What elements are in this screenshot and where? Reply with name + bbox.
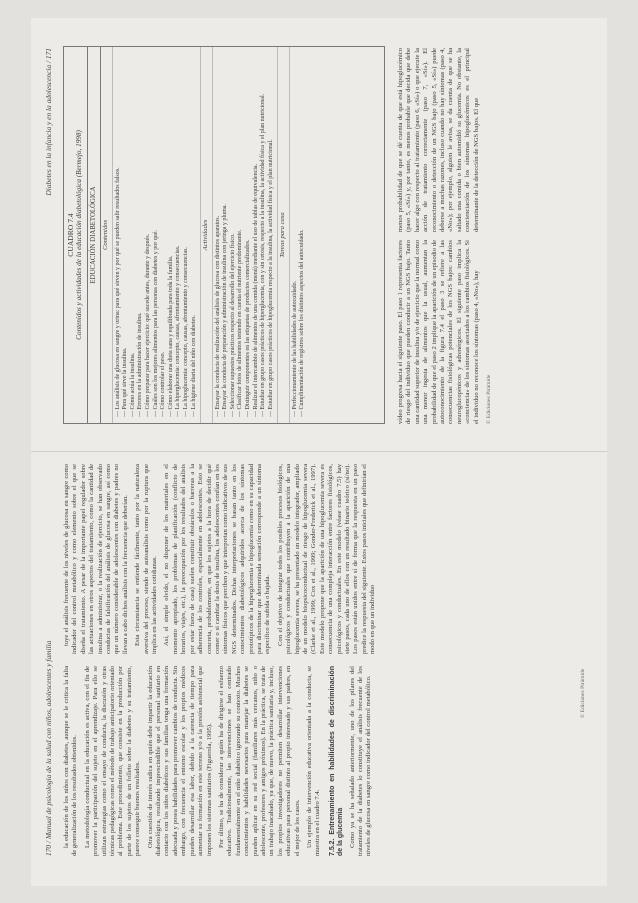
list-item: — Ensayar la conducta de preparación y administración de insulina con jeringa y pluma.: [222, 203, 229, 417]
list-item: — La higiene diaria del niño con diabetes.: [190, 314, 197, 417]
left-page-header: 170 / Manual de psicología de la salud con niños, adolescentes y familia: [44, 640, 53, 856]
book-spread: [31, 18, 607, 886]
list-item: — Cumplimentación de registros sobre los distintos aspectos del autocuidado.: [299, 228, 306, 417]
paragraph: Esta circunstancia se entiende fácilmente, tanto por la naturaleza aversiva del proceso, siendo de autoanálisis como por la ruptura que implica en las actividades cotidianas.: [134, 463, 159, 654]
list-item: — Los análisis de glucosa en sangre y orina: para qué sirven y por qué se pueden salir resultados falsos.: [114, 166, 121, 417]
contents-label: Contenidos: [101, 47, 112, 423]
paragraph: Otra cuestión de interés radica en quién debe impartir la educación diabetológica, resultando imprescindible que el personal sanitario en contacto con los niños diabéticos y sus familias tenga una formación adecuada y posea habilidades para promover cambios de conducta. Sin embargo, con frecuencia el entorno escolar y los propios médicos pueden desarrollar esa labor, debido a la carencia de tiempo para aumentar su formación en este terreno y/o a la presión asistencial que imponen los sistemas sanitarios (Figuerola, 1995).: [146, 665, 213, 856]
right-page-column-2: [397, 48, 573, 232]
right-page-header: Diabetes en la infancia y en la adolescencia / 171: [44, 47, 53, 196]
list-item: — Estudiar en grupo casos prácticos de hipoglucemia respecto a la insulina, la actividad física y el plan nutricional.: [267, 138, 274, 417]
list-item: — Cómo actúa la insulina.: [129, 352, 136, 417]
paragraph: Así, el simple olvido, el no disponer de los materiales en el momento apropiado, los problemas de planificación (conflicto de horarios, viajes, etc.), la preocupación por los resultados del análisis por estar fuera de casa) suelen constituir obstáculos o barreras a la adherencia de los controles, especialmente en adolescentes. Esto se concreta, probablemente, en que los sujetos a la hora de decidir qué comer o si cambiar la dosis de insulina, los adolescentes confían en los síntomas físicos que perciben y que interpretan como indicativos de sus NGS determinados. Dichas interpretaciones se basan tanto en los conocimientos diabetológicos adquiridos acerca de los síntomas prototípicos de la hiperglucemia e hipoglucemia como en su capacidad para discriminar que determinada sensación corresponde a un síntoma específico de subida o bajada.: [163, 463, 272, 654]
list-item: — Distinguir componentes en las etiquetas de productos comercializados.: [244, 239, 251, 417]
paragraph: Como ya se ha señalado anteriormente, uno de los pilares del tratamiento de la diabetes lo constituye el análisis frecuente de los niveles de glucosa en sangre como indicador del control metabólico.: [348, 665, 373, 856]
list-item: — Clasificar fotos de alimentos teniendo en cuenta el nutriente predominante.: [237, 229, 244, 417]
left-page-footer: © Ediciones Pirámide: [580, 668, 586, 718]
left-page-column-2: [63, 464, 583, 654]
cuadro-box: [63, 46, 385, 424]
tasks-list: [292, 53, 307, 417]
cuadro-heading: EDUCACIÓN DIABETOLÓGICA: [87, 47, 101, 423]
list-item: — Realizar el intercambio de alimentos de una comida (menú) mediante el uso de tablas de equivalencia.: [252, 163, 259, 417]
book-spine: [31, 451, 607, 452]
list-item: — Ensayar la conducta de realización del análisis de glucosa con distintos aparatos.: [214, 215, 221, 417]
list-item: — Perfeccionamiento de las habilidades de autocuidado.: [291, 280, 298, 417]
paragraph: vídeo progresa hacia el siguiente paso. El paso 1 representa factores de riesgo del individuo que pueden conducir a un NGS bajo. Tanto una cantidad superior de insulina y/o de ejercicio que la normal como una menor ingesta de alimentos que la usual, aumentan la probabilidad de que el paso 2 implique la aparición de un episodio de autoconocimiento de la figura 7.4 el paso 3 se refiere a las consecuencias fisiológicas potenciales de los NGS bajos: cambios neuroglucopénicos y adrenérgicos. El siguiente paso implica la «conciencia» de los síntomas asociados a los cambios fisiológicos. Si el individuo no reconoce los síntomas (paso 4, «No»), hay: [397, 239, 480, 424]
paragraph: tuye el análisis frecuente de los niveles de glucosa en sangre como indicador del control metabólico y como elemento sobre el que se diseña el tratamiento. A pesar de la importante papel regulador sobre las actuaciones en otros aspectos del tratamiento, como la cantidad de insulina a administrar, o la realización de ejercicio, se han observado conductas de falsificación del análisis de glucosa en sangre, así como que un número considerable de adolescentes con diabetes y padres no llevan a cabo dichos análisis con la frecuencia que deberían.: [63, 463, 129, 654]
right-page-column-1: [397, 240, 573, 424]
paragraph: Un ejemplo de intervención educativa orientada a la conducta, se muestra en el cuadro 7.4.: [305, 665, 322, 856]
list-item: — Para qué sirve la insulina.: [122, 347, 129, 417]
list-item: — Cómo preparar para hacer ejercicio: qué sucede antes, durante y después.: [145, 233, 151, 417]
right-page-footer: © Ediciones Pirámide: [486, 374, 493, 424]
section-heading: [329, 666, 346, 856]
list-item: — Estudiar en grupo casos prácticos de hiperglucemia, con y sin cetosis, respecto a la insulina, la actividad física y el plan nutricional.: [260, 93, 267, 417]
tasks-label: Tareas para casa: [277, 47, 289, 423]
paragraph: Con el objetivo de integrar todos los posibles procesos biológicos, psicológicos y conductuales que contribuyen a la aparición de una hipoglucemia severa, se ha presentado un modelo integrador, ampliado de un modelo biopsicoconductual de riesgo de hipoglucemia severa (Clarke et al., 1999; Cox et al., 1999; Gonder-Frederick et al., 1997). Este modelo propone que la aparición de una hipoglucemia severa es consecuencia de una compleja interacción entre factores fisiológicos, psicológicos y conductuales. En este modelo (véase cuadro 7.5) hay siete pasos, cada uno de ellos con un resultado binario teórico (sí/no). Los pasos están unidos entre sí de forma que la respuesta en un paso predice la respuesta del siguiente. Estos pasos iniciales que definirían el modo en que un individuo: [276, 463, 377, 654]
paragraph: La metodología conductual en la educación es activa, con el fin de promover la participación del sujeto en el aprendizaje. Para ello se utilizan estrategias como el ensayo de conducta, la discusión y otras técnicas pedagógicas como el método de trabajo anticipatorio orientado al problema. Este procedimiento, que consiste en la producción por parte de los sujetos de un folleto sobre la diabetes y su tratamiento, parece conseguir buenos resultados.: [83, 665, 142, 856]
list-item: — Cómo elaborar una dieta sana y equilibrada para toda la familia.: [167, 255, 174, 417]
paragraph: menos probabilidad de que se dé cuenta de que está hipoglucémico (paso 5, «Sí») y, por tanto, es menos probable que decida que debe hacer algo con respecto al tratamiento (paso 6, «Sí») o que ejecute la acción de tratamiento correctamente (paso 7, «Sí»). El reconocimiento o detección de un NGS bajo (paso 5, «Sí») puede deberse a muchas razones, incluso cuando no hay síntomas (paso 4, «No»); por ejemplo, alguien le avisa, se da cuenta de que se ha saltado una comida o bien automidió su glucemia. No obstante, la concienciación de los síntomas hipoglucémicos es el principal determinante de la detección de NGS bajos. El que: [397, 47, 480, 232]
list-item: — Cuáles son los mejores alimentos para las personas con diabetes y por qué.: [152, 229, 159, 417]
paragraph: Por último, se ha de considerar a quién ha de dirigirse el esfuerzo educativo. Tradicionalmente, las intervenciones se han centrado fundamentalmente en el niño diabético ignorando su contexto. Muchos conocimientos y habilidades necesarios para manejar la diabetes se pueden aplicar en su red social (familiares más cercanos, niño o adolescente, profesores y amigos próximos). En la práctica, se trata de un trabajo inacabado, ya que, de nuevo, la práctica sanitaria y, incluso, los propios investigadores no permiten desarrollar intervenciones educativas para personal distinto al propio interesado y sus padres, en el mejor de los casos.: [217, 665, 301, 856]
section-title: Entrenamiento en habilidades de discriminación de la glucemia: [328, 665, 345, 856]
activities-label: Actividades: [200, 47, 212, 423]
activities-list: [215, 53, 276, 417]
contents-list: [115, 53, 199, 417]
cuadro-title: Contenidos y actividades de la educación diabetológica (Bermejo, 1998): [75, 129, 84, 340]
cuadro-number: CUADRO 7.4: [66, 212, 75, 257]
list-item: — Cómo controlar el peso.: [160, 351, 167, 417]
paragraph: la educación de los niños con diabetes, aunque se le critica la falta de generalización de los resultados obtenidos.: [63, 665, 79, 856]
list-item: — Seleccionar supuestos prácticos respecto al desarrollo del ejercicio físico.: [229, 232, 236, 417]
list-item: — Errores en la administración de insulina.: [137, 312, 144, 417]
left-page-column-1: [63, 666, 583, 856]
list-item: — La hipoglucemia: concepto, causas, afrontamiento y consecuencias.: [182, 246, 189, 417]
list-item: — La hiperglucemia: concepto, causas, afrontamiento y consecuencias.: [175, 245, 182, 417]
section-number: 7.5.2.: [328, 837, 336, 856]
